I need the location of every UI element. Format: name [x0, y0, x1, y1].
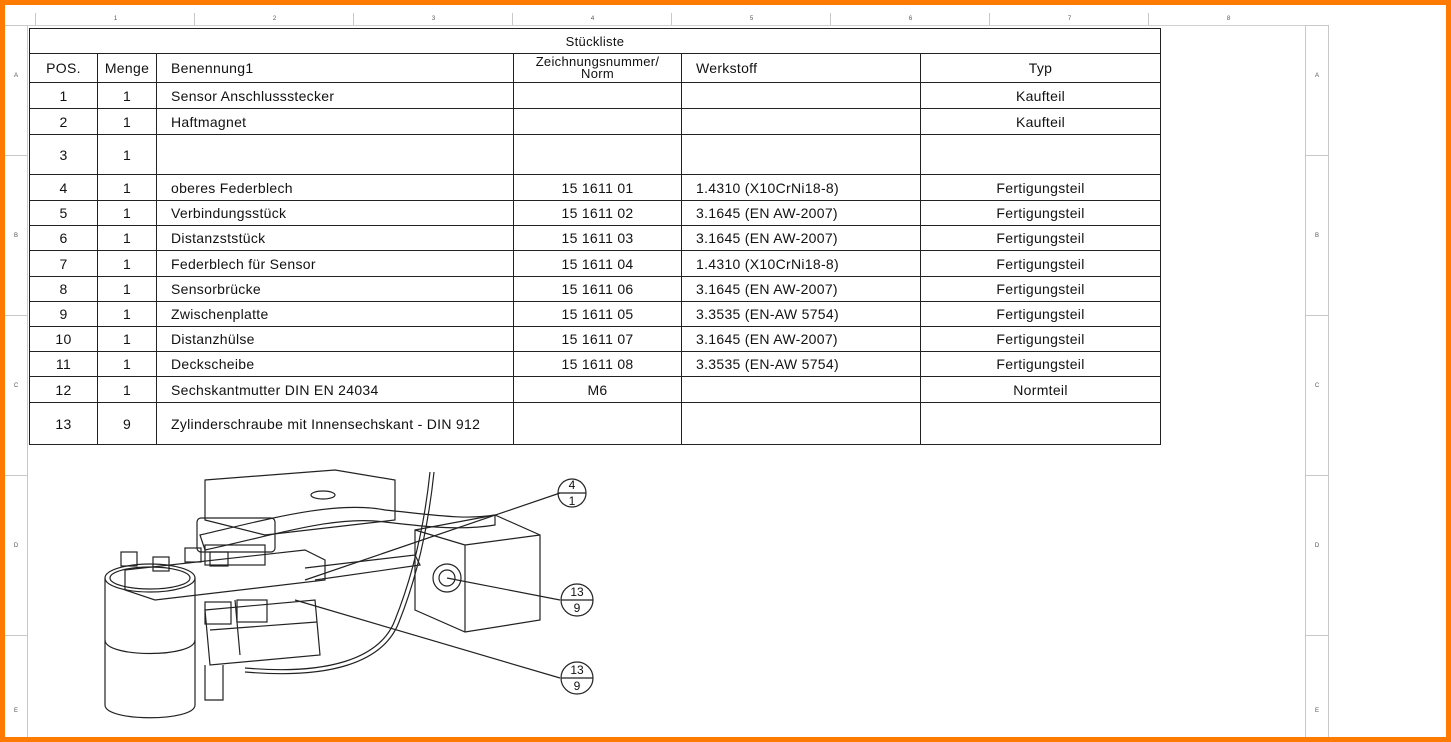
cell-typ: Fertigungsteil [921, 226, 1161, 251]
zone-col-4: 4 [512, 13, 672, 25]
cell-pos: 12 [30, 377, 98, 403]
cell-typ: Fertigungsteil [921, 327, 1161, 352]
cell-zeichnungsnummer: 15 1611 08 [514, 352, 682, 377]
cell-werkstoff [682, 377, 921, 403]
table-row [30, 277, 1161, 302]
cell-zeichnungsnummer [514, 135, 682, 175]
cell-benennung: Verbindungsstück [157, 201, 514, 226]
cell-benennung: Zylinderschraube mit Innensechskant - DIN 912 [157, 403, 514, 445]
zone-row-a: A [5, 25, 27, 156]
cell-zeichnungsnummer: 15 1611 01 [514, 175, 682, 201]
cell-typ: Fertigungsteil [921, 201, 1161, 226]
cell-zeichnungsnummer [514, 109, 682, 135]
assembly-drawing-svg [65, 460, 625, 735]
bom-table [29, 28, 1161, 445]
table-row [30, 352, 1161, 377]
hex-nut-1 [237, 600, 267, 622]
cell-menge: 1 [98, 352, 157, 377]
bom-title: Stückliste [30, 29, 1161, 54]
cell-werkstoff: 3.1645 (EN AW-2007) [682, 201, 921, 226]
header-benennung: Benennung1 [157, 54, 514, 83]
cell-menge: 1 [98, 135, 157, 175]
cell-typ: Fertigungsteil [921, 352, 1161, 377]
cell-benennung: Sensorbrücke [157, 277, 514, 302]
cell-werkstoff: 3.1645 (EN AW-2007) [682, 226, 921, 251]
cell-zeichnungsnummer: 15 1611 04 [514, 251, 682, 277]
cell-menge: 1 [98, 175, 157, 201]
balloon-1-bottom: 1 [568, 494, 576, 508]
cell-menge: 1 [98, 377, 157, 403]
cell-werkstoff [682, 109, 921, 135]
bom-body [30, 83, 1161, 445]
cell-benennung: oberes Federblech [157, 175, 514, 201]
cell-benennung: Distanzhülse [157, 327, 514, 352]
leader-line-1 [305, 493, 560, 580]
header-pos: POS. [30, 54, 98, 83]
table-row [30, 175, 1161, 201]
header-typ: Typ [921, 54, 1161, 83]
cell-benennung [157, 135, 514, 175]
zone-col-7: 7 [989, 13, 1149, 25]
cell-typ: Kaufteil [921, 83, 1161, 109]
drawing-sheet [5, 5, 1446, 737]
cell-menge: 1 [98, 327, 157, 352]
balloon-3-top: 13 [570, 663, 584, 677]
header-menge: Menge [98, 54, 157, 83]
cell-menge: 1 [98, 83, 157, 109]
cylinder-top-inner [110, 567, 190, 589]
cell-pos: 1 [30, 83, 98, 109]
cell-werkstoff: 1.4310 (X10CrNi18-8) [682, 251, 921, 277]
cell-typ: Fertigungsteil [921, 302, 1161, 327]
zone-ruler-right [1305, 25, 1329, 737]
cell-werkstoff: 3.1645 (EN AW-2007) [682, 277, 921, 302]
cell-pos: 8 [30, 277, 98, 302]
cell-pos: 7 [30, 251, 98, 277]
zone-row-c-right: C [1306, 315, 1328, 476]
cell-typ: Fertigungsteil [921, 175, 1161, 201]
zone-col-5: 5 [671, 13, 831, 25]
cell-werkstoff [682, 403, 921, 445]
cell-zeichnungsnummer: M6 [514, 377, 682, 403]
cell-zeichnungsnummer [514, 83, 682, 109]
cell-zeichnungsnummer: 15 1611 05 [514, 302, 682, 327]
zone-row-e-right: E [1306, 635, 1328, 737]
zone-col-8: 8 [1148, 13, 1308, 25]
cell-menge: 1 [98, 226, 157, 251]
header-zeichnungsnummer [514, 54, 682, 83]
table-row [30, 403, 1161, 445]
screw-1 [121, 552, 137, 566]
cell-menge: 1 [98, 251, 157, 277]
cell-zeichnungsnummer [514, 403, 682, 445]
cell-benennung: Federblech für Sensor [157, 251, 514, 277]
sensor-cable-outer [245, 472, 434, 674]
cell-werkstoff: 1.4310 (X10CrNi18-8) [682, 175, 921, 201]
header-zeichnungsnummer-line1: Zeichnungsnummer/ [535, 54, 660, 69]
cell-typ [921, 135, 1161, 175]
cell-benennung: Distanzststück [157, 226, 514, 251]
cell-pos: 11 [30, 352, 98, 377]
cell-zeichnungsnummer: 15 1611 03 [514, 226, 682, 251]
cell-werkstoff [682, 135, 921, 175]
cell-pos: 3 [30, 135, 98, 175]
cell-typ: Fertigungsteil [921, 251, 1161, 277]
table-row [30, 226, 1161, 251]
top-block [205, 470, 395, 535]
table-row [30, 302, 1161, 327]
screw-3 [185, 548, 201, 562]
cell-werkstoff [682, 83, 921, 109]
cell-menge: 9 [98, 403, 157, 445]
zone-col-3: 3 [353, 13, 513, 25]
cell-werkstoff: 3.3535 (EN-AW 5754) [682, 352, 921, 377]
cell-menge: 1 [98, 302, 157, 327]
cell-pos: 9 [30, 302, 98, 327]
cell-benennung: Sensor Anschlussstecker [157, 83, 514, 109]
cell-zeichnungsnummer: 15 1611 02 [514, 201, 682, 226]
spring-sheet [200, 507, 495, 550]
zone-row-d: D [5, 475, 27, 636]
cell-benennung: Deckscheibe [157, 352, 514, 377]
cell-typ [921, 403, 1161, 445]
balloon-2-bottom: 9 [573, 601, 581, 615]
cell-pos: 5 [30, 201, 98, 226]
leader-line-3 [295, 600, 560, 678]
cell-pos: 2 [30, 109, 98, 135]
cell-typ: Fertigungsteil [921, 277, 1161, 302]
table-row [30, 83, 1161, 109]
zone-row-e: E [5, 635, 27, 737]
zone-col-2: 2 [194, 13, 354, 25]
distance-sleeve [205, 665, 223, 700]
assembly-drawing [65, 460, 625, 737]
cell-zeichnungsnummer: 15 1611 06 [514, 277, 682, 302]
table-row [30, 135, 1161, 175]
zone-col-1: 1 [35, 13, 195, 25]
intermediate-plate [205, 600, 320, 665]
cell-benennung: Zwischenplatte [157, 302, 514, 327]
leader-line-2 [447, 578, 560, 600]
hex-nut-2 [205, 602, 231, 624]
cell-werkstoff: 3.1645 (EN AW-2007) [682, 327, 921, 352]
zone-ruler-left [5, 25, 28, 737]
cylinder-ring [105, 640, 195, 654]
sensor-cable [245, 472, 430, 670]
cell-menge: 1 [98, 277, 157, 302]
zone-row-c: C [5, 315, 27, 476]
balloon-2-top: 13 [570, 585, 584, 599]
balloon-1-top: 4 [568, 478, 576, 492]
header-zeichnungsnummer-line2: Norm [581, 66, 614, 81]
cell-pos: 4 [30, 175, 98, 201]
table-row [30, 377, 1161, 403]
table-row [30, 251, 1161, 277]
cell-pos: 13 [30, 403, 98, 445]
zone-col-6: 6 [830, 13, 990, 25]
cell-benennung: Haftmagnet [157, 109, 514, 135]
bom-header-row [30, 54, 1161, 83]
table-row [30, 201, 1161, 226]
zone-row-b-right: B [1306, 155, 1328, 316]
header-werkstoff: Werkstoff [682, 54, 921, 83]
bom-title-row [30, 29, 1161, 54]
cell-typ: Normteil [921, 377, 1161, 403]
cylinder-top [105, 564, 195, 592]
balloon-3-bottom: 9 [573, 679, 581, 693]
table-row [30, 109, 1161, 135]
zone-row-a-right: A [1306, 25, 1328, 156]
cell-werkstoff: 3.3535 (EN-AW 5754) [682, 302, 921, 327]
cell-menge: 1 [98, 109, 157, 135]
cell-typ: Kaufteil [921, 109, 1161, 135]
cell-menge: 1 [98, 201, 157, 226]
cell-zeichnungsnummer: 15 1611 07 [514, 327, 682, 352]
cell-pos: 10 [30, 327, 98, 352]
zone-row-b: B [5, 155, 27, 316]
table-row [30, 327, 1161, 352]
top-hole [311, 491, 335, 499]
zone-row-d-right: D [1306, 475, 1328, 636]
cell-benennung: Sechskantmutter DIN EN 24034 [157, 377, 514, 403]
cell-pos: 6 [30, 226, 98, 251]
